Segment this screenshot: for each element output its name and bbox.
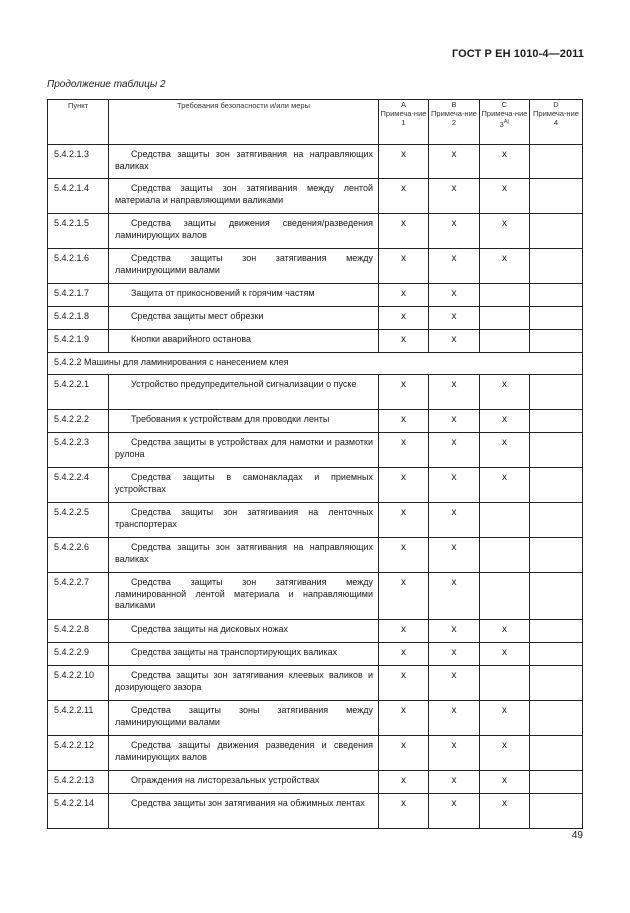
mark-cell-b — [429, 410, 480, 433]
requirement-text: Защита от прикосновений к горячим частям — [131, 288, 315, 298]
mark-b: x — [451, 670, 457, 681]
clause-number: 5.4.2.1.7 — [48, 284, 109, 307]
mark-cell-a — [379, 214, 429, 249]
requirement-cell — [109, 145, 379, 179]
requirement-cell — [109, 573, 379, 620]
header-col-d — [530, 100, 583, 145]
table-row — [48, 375, 583, 410]
mark-cell-c — [480, 794, 530, 829]
mark-cell-b — [429, 736, 480, 771]
mark-b: x — [451, 437, 457, 448]
requirement-text: Требования к устройствам для проводки ленты — [131, 414, 330, 424]
requirement-cell — [109, 433, 379, 468]
clause-number: 5.4.2.2.7 — [48, 573, 109, 620]
header-col-c-label-wrap — [480, 109, 529, 129]
mark-b: x — [451, 624, 457, 635]
mark-cell-c — [480, 410, 530, 433]
document-code: ГОСТ Р ЕН 1010-4—2011 — [451, 48, 584, 60]
mark-b: x — [451, 183, 457, 194]
mark-b: x — [451, 577, 457, 588]
mark-cell-d — [530, 433, 583, 468]
requirement-text: Кнопки аварийного останова — [131, 334, 252, 344]
mark-cell-c — [480, 701, 530, 736]
requirement-text: Устройство предупредительной сигнализации о пуске — [131, 379, 357, 389]
table-row — [48, 794, 583, 829]
mark-a: x — [401, 624, 406, 635]
mark-cell-a — [379, 620, 429, 643]
header-col-d-label: Примеча-ние 4 — [533, 109, 579, 127]
header-col-c-letter: C — [501, 100, 508, 109]
mark-cell-c — [480, 620, 530, 643]
clause-number: 5.4.2.1.5 — [48, 214, 109, 249]
mark-cell-a — [379, 771, 429, 794]
mark-cell-d — [530, 736, 583, 771]
mark-cell-d — [530, 538, 583, 573]
mark-cell-d — [530, 284, 583, 307]
mark-cell-d — [530, 643, 583, 666]
mark-c: x — [502, 472, 507, 483]
requirement-text: Средства защиты мест обрезки — [131, 311, 264, 321]
header-col-c-label: Примеча-ние 3 — [481, 109, 528, 129]
section-title: 5.4.2.2 Машины для ламинирования с нанесением клея — [48, 353, 583, 375]
mark-a: x — [401, 288, 406, 299]
table-header-row — [48, 100, 583, 145]
mark-cell-b — [429, 145, 480, 179]
header-requirements: Требования безопасности и/или меры — [109, 100, 379, 145]
mark-b: x — [451, 507, 457, 518]
requirement-cell — [109, 620, 379, 643]
requirement-text: Средства защиты зон затягивания на обжимных лентах — [131, 798, 365, 808]
requirement-text: Средства защиты зон затягивания между ламинирующими валами — [115, 253, 373, 275]
mark-a: x — [401, 253, 406, 264]
requirements-table — [47, 99, 583, 829]
requirement-text: Средства защиты зон затягивания на направляющих валиках — [115, 149, 373, 171]
mark-a: x — [401, 437, 406, 448]
mark-cell-d — [530, 794, 583, 829]
mark-cell-b — [429, 503, 480, 538]
clause-number: 5.4.2.1.9 — [48, 330, 109, 353]
mark-cell-a — [379, 794, 429, 829]
requirement-cell — [109, 538, 379, 573]
mark-b: x — [451, 149, 457, 160]
page-number: 49 — [571, 830, 583, 841]
mark-a: x — [401, 775, 406, 786]
mark-cell-a — [379, 433, 429, 468]
mark-cell-b — [429, 643, 480, 666]
mark-cell-d — [530, 771, 583, 794]
mark-a: x — [401, 183, 406, 194]
mark-cell-b — [429, 794, 480, 829]
mark-cell-d — [530, 249, 583, 284]
mark-cell-c — [480, 503, 530, 538]
clause-number: 5.4.2.2.6 — [48, 538, 109, 573]
clause-number: 5.4.2.2.14 — [48, 794, 109, 829]
mark-cell-a — [379, 307, 429, 330]
mark-cell-d — [530, 503, 583, 538]
mark-cell-d — [530, 145, 583, 179]
table-row — [48, 538, 583, 573]
header-col-c-footnote: A) — [503, 119, 510, 125]
requirement-text: Средства защиты зон затягивания между ламинированной лентой материала и направляющими валиками — [115, 577, 373, 610]
mark-cell-c — [480, 330, 530, 353]
table-row — [48, 701, 583, 736]
mark-a: x — [401, 149, 406, 160]
requirement-text: Средства защиты зоны затягивания между ламинирующими валами — [115, 705, 373, 727]
requirement-cell — [109, 503, 379, 538]
mark-c: x — [502, 624, 507, 635]
mark-c: x — [502, 253, 507, 264]
mark-b: x — [451, 647, 457, 658]
mark-c: x — [502, 183, 507, 194]
requirement-cell — [109, 410, 379, 433]
header-col-c — [480, 100, 530, 145]
table-row — [48, 666, 583, 701]
mark-a: x — [401, 334, 406, 345]
mark-b: x — [451, 288, 457, 299]
mark-cell-c — [480, 643, 530, 666]
mark-cell-b — [429, 620, 480, 643]
mark-c: x — [502, 379, 507, 390]
header-col-b — [429, 100, 480, 145]
requirement-cell — [109, 468, 379, 503]
requirement-text: Средства защиты на дисковых ножах — [131, 624, 288, 634]
mark-cell-c — [480, 307, 530, 330]
clause-number: 5.4.2.2.1 — [48, 375, 109, 410]
table-row — [48, 643, 583, 666]
mark-c: x — [502, 218, 507, 229]
mark-cell-b — [429, 179, 480, 214]
mark-b: x — [451, 542, 457, 553]
requirement-text: Средства защиты зон затягивания между лентой материала и направляющими валиками — [115, 183, 373, 205]
requirement-text: Средства защиты зон затягивания на ленточных транспортерах — [115, 507, 373, 529]
mark-cell-a — [379, 410, 429, 433]
mark-a: x — [401, 379, 406, 390]
clause-number: 5.4.2.2.4 — [48, 468, 109, 503]
mark-cell-b — [429, 701, 480, 736]
mark-a: x — [401, 218, 406, 229]
mark-a: x — [401, 705, 406, 716]
mark-a: x — [401, 507, 406, 518]
mark-cell-b — [429, 284, 480, 307]
mark-cell-a — [379, 538, 429, 573]
mark-cell-c — [480, 249, 530, 284]
requirement-cell — [109, 284, 379, 307]
mark-cell-d — [530, 375, 583, 410]
mark-cell-c — [480, 214, 530, 249]
requirement-cell — [109, 214, 379, 249]
mark-b: x — [451, 414, 457, 425]
mark-cell-d — [530, 179, 583, 214]
mark-b: x — [451, 311, 457, 322]
requirement-cell — [109, 666, 379, 701]
mark-cell-d — [530, 620, 583, 643]
header-col-b-label: Примеча-ние 2 — [431, 109, 477, 127]
mark-b: x — [451, 740, 457, 751]
table-row — [48, 468, 583, 503]
mark-cell-b — [429, 433, 480, 468]
mark-c: x — [502, 705, 507, 716]
mark-cell-b — [429, 573, 480, 620]
table-row — [48, 736, 583, 771]
header-col-a-label: Примеча-ние 1 — [380, 109, 427, 127]
mark-cell-c — [480, 666, 530, 701]
mark-a: x — [401, 670, 406, 681]
mark-b: x — [451, 798, 457, 809]
mark-b: x — [451, 218, 457, 229]
mark-cell-a — [379, 701, 429, 736]
mark-cell-a — [379, 643, 429, 666]
header-col-a — [379, 100, 429, 145]
table-row — [48, 503, 583, 538]
mark-cell-b — [429, 538, 480, 573]
mark-c: x — [502, 798, 507, 809]
clause-number: 5.4.2.2.5 — [48, 503, 109, 538]
mark-cell-a — [379, 503, 429, 538]
mark-cell-a — [379, 375, 429, 410]
table-row — [48, 179, 583, 214]
table-caption: Продолжение таблицы 2 — [47, 79, 166, 90]
mark-cell-a — [379, 249, 429, 284]
mark-c: x — [502, 437, 507, 448]
mark-cell-b — [429, 666, 480, 701]
requirement-cell — [109, 794, 379, 829]
mark-cell-a — [379, 179, 429, 214]
mark-cell-a — [379, 330, 429, 353]
table-row — [48, 284, 583, 307]
table-row — [48, 771, 583, 794]
section-row — [48, 353, 583, 375]
mark-cell-d — [530, 468, 583, 503]
mark-cell-b — [429, 249, 480, 284]
mark-c: x — [502, 414, 507, 425]
header-col-a-letter: A — [400, 100, 406, 109]
mark-cell-c — [480, 538, 530, 573]
mark-c: x — [502, 647, 507, 658]
table-row — [48, 433, 583, 468]
requirement-cell — [109, 771, 379, 794]
mark-cell-c — [480, 375, 530, 410]
table-row — [48, 307, 583, 330]
mark-b: x — [451, 253, 457, 264]
mark-a: x — [401, 472, 406, 483]
requirement-cell — [109, 643, 379, 666]
mark-cell-c — [480, 468, 530, 503]
clause-number: 5.4.2.2.10 — [48, 666, 109, 701]
mark-cell-a — [379, 284, 429, 307]
table-row — [48, 249, 583, 284]
mark-cell-d — [530, 410, 583, 433]
requirement-text: Средства защиты зон затягивания клеевых валиков и дозирующего зазора — [115, 670, 373, 692]
mark-b: x — [451, 334, 457, 345]
clause-number: 5.4.2.2.13 — [48, 771, 109, 794]
mark-a: x — [401, 577, 406, 588]
header-col-b-letter: B — [451, 100, 457, 109]
mark-cell-a — [379, 736, 429, 771]
mark-cell-b — [429, 214, 480, 249]
table-row — [48, 573, 583, 620]
requirement-cell — [109, 736, 379, 771]
mark-cell-c — [480, 179, 530, 214]
requirement-cell — [109, 307, 379, 330]
table-body — [48, 145, 583, 829]
requirement-cell — [109, 179, 379, 214]
mark-cell-d — [530, 666, 583, 701]
mark-cell-c — [480, 145, 530, 179]
requirement-text: Средства защиты на транспортирующих валиках — [131, 647, 338, 657]
table-row — [48, 410, 583, 433]
table-row — [48, 620, 583, 643]
mark-a: x — [401, 740, 406, 751]
requirement-cell — [109, 330, 379, 353]
mark-b: x — [451, 379, 457, 390]
mark-b: x — [451, 775, 457, 786]
clause-number: 5.4.2.2.12 — [48, 736, 109, 771]
mark-cell-c — [480, 771, 530, 794]
mark-cell-d — [530, 330, 583, 353]
mark-b: x — [451, 472, 457, 483]
mark-a: x — [401, 542, 406, 553]
header-punkt: Пункт — [48, 100, 109, 145]
header-col-d-letter: D — [553, 100, 559, 109]
mark-c: x — [502, 775, 507, 786]
mark-b: x — [451, 705, 457, 716]
mark-a: x — [401, 798, 406, 809]
clause-number: 5.4.2.2.3 — [48, 433, 109, 468]
clause-number: 5.4.2.2.2 — [48, 410, 109, 433]
requirement-text: Средства защиты движения сведения/разведения ламинирующих валов — [115, 218, 373, 240]
mark-cell-b — [429, 468, 480, 503]
requirement-cell — [109, 249, 379, 284]
clause-number: 5.4.2.2.11 — [48, 701, 109, 736]
mark-cell-b — [429, 307, 480, 330]
clause-number: 5.4.2.1.4 — [48, 179, 109, 214]
mark-cell-a — [379, 468, 429, 503]
mark-cell-c — [480, 433, 530, 468]
mark-cell-d — [530, 701, 583, 736]
table-row — [48, 145, 583, 179]
mark-cell-a — [379, 666, 429, 701]
mark-cell-c — [480, 736, 530, 771]
mark-cell-b — [429, 771, 480, 794]
requirement-text: Ограждения на листорезальных устройствах — [131, 775, 320, 785]
mark-cell-a — [379, 573, 429, 620]
clause-number: 5.4.2.1.6 — [48, 249, 109, 284]
requirement-text: Средства защиты движения разведения и сведения ламинирующих валов — [115, 740, 373, 762]
clause-number: 5.4.2.2.8 — [48, 620, 109, 643]
mark-cell-c — [480, 573, 530, 620]
mark-cell-a — [379, 145, 429, 179]
mark-a: x — [401, 647, 406, 658]
mark-a: x — [401, 311, 406, 322]
mark-cell-b — [429, 330, 480, 353]
requirement-cell — [109, 375, 379, 410]
requirement-cell — [109, 701, 379, 736]
mark-c: x — [502, 740, 507, 751]
clause-number: 5.4.2.1.8 — [48, 307, 109, 330]
table-row — [48, 214, 583, 249]
mark-cell-d — [530, 214, 583, 249]
requirement-text: Средства защиты в устройствах для намотки и размотки рулона — [115, 437, 373, 459]
mark-cell-d — [530, 307, 583, 330]
clause-number: 5.4.2.2.9 — [48, 643, 109, 666]
table-row — [48, 330, 583, 353]
mark-cell-d — [530, 573, 583, 620]
clause-number: 5.4.2.1.3 — [48, 145, 109, 179]
requirement-text: Средства защиты в самонакладах и приемных устройствах — [115, 472, 373, 494]
mark-a: x — [401, 414, 406, 425]
mark-c: x — [502, 149, 507, 160]
requirement-text: Средства защиты зон затягивания на направляющих валиках — [115, 542, 373, 564]
mark-cell-b — [429, 375, 480, 410]
mark-cell-c — [480, 284, 530, 307]
